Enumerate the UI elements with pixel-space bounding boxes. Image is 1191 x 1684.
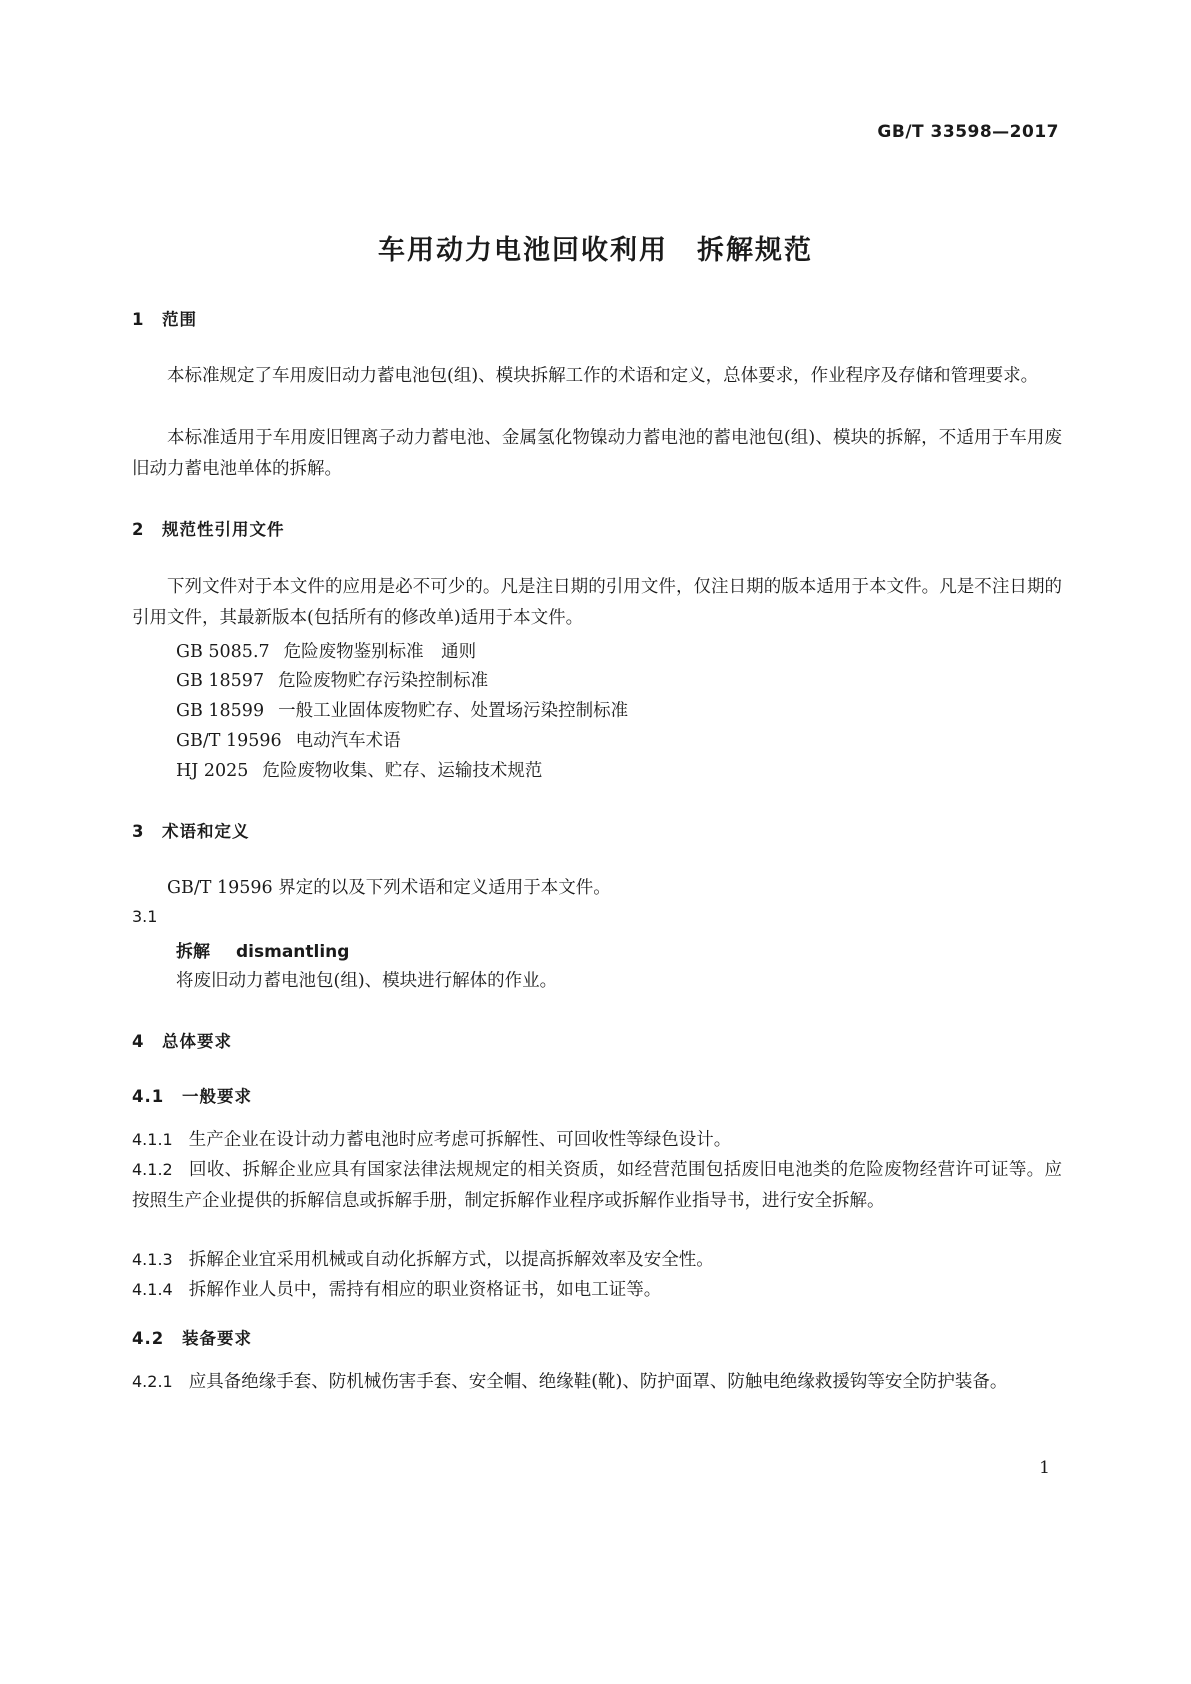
clause-text: 应具备绝缘手套、防机械伤害手套、安全帽、绝缘鞋(靴)、防护面罩、防触电绝缘救援钩等安全防护装备。: [188, 1372, 1008, 1392]
document-title: 车用动力电池回收利用 拆解规范: [378, 235, 813, 266]
section-title: 规范性引用文件: [162, 520, 285, 539]
clause-number: 4.1.3: [132, 1250, 173, 1269]
subsection-4-1-heading: [132, 1083, 252, 1107]
section-number: 2: [132, 520, 145, 539]
section-2-heading: [132, 516, 285, 540]
reference-item: [176, 697, 628, 722]
term-number: 3.1: [132, 907, 158, 926]
standard-code: GB/T 33598—2017: [877, 122, 1059, 142]
clause-text: 生产企业在设计动力蓄电池时应考虑可拆解性、可回收性等绿色设计。: [188, 1130, 732, 1150]
clause: [132, 1124, 1062, 1156]
section-number: 1: [132, 310, 145, 329]
section-1-paragraph-2: 本标准适用于车用废旧锂离子动力蓄电池、金属氢化物镍动力蓄电池的蓄电池包(组)、模块的拆解，不适用于车用废旧动力蓄电池单体的拆解。: [132, 428, 1062, 479]
reference-code: HJ 2025: [176, 761, 249, 781]
subsection-title: 装备要求: [182, 1329, 252, 1348]
clause-text: 拆解企业宜采用机械或自动化拆解方式，以提高拆解效率及安全性。: [188, 1250, 714, 1270]
subsection-number: 4.1: [132, 1087, 165, 1106]
clause-number: 4.2.1: [132, 1372, 173, 1391]
section-title: 总体要求: [162, 1032, 232, 1051]
clause-number: 4.1.2: [132, 1160, 173, 1179]
subsection-title: 一般要求: [182, 1087, 252, 1106]
term-en: dismantling: [236, 942, 350, 962]
reference-name: 一般工业固体废物贮存、处置场污染控制标准: [278, 701, 629, 721]
reference-code: GB 5085.7: [176, 642, 270, 662]
subsection-number: 4.2: [132, 1329, 165, 1348]
section-number: 4: [132, 1032, 145, 1051]
section-3-heading: [132, 818, 250, 842]
term-zh: 拆解: [176, 942, 210, 962]
section-number: 3: [132, 822, 145, 841]
clause-number: 4.1.1: [132, 1130, 173, 1149]
section-title: 术语和定义: [162, 822, 250, 841]
reference-name: 电动汽车术语: [295, 731, 401, 751]
section-1-paragraph-1: 本标准规定了车用废旧动力蓄电池包(组)、模块拆解工作的术语和定义，总体要求，作业程序及存储和管理要求。: [167, 366, 1039, 386]
reference-name: 危险废物鉴别标准 通则: [283, 642, 477, 662]
section-2-paragraph-1: 下列文件对于本文件的应用是必不可少的。凡是注日期的引用文件，仅注日期的版本适用于本文件。凡是不注日期的引用文件，其最新版本(包括所有的修改单)适用于本文件。: [132, 577, 1062, 628]
reference-name: 危险废物收集、贮存、运输技术规范: [262, 761, 543, 781]
clause-text: 回收、拆解企业应具有国家法律法规规定的相关资质，如经营范围包括废旧电池类的危险废物经营许可证等。应按照生产企业提供的拆解信息或拆解手册，制定拆解作业程序或拆解作业指导书，进行安全拆解。: [132, 1160, 1062, 1211]
clause-text: 拆解作业人员中，需持有相应的职业资格证书，如电工证等。: [188, 1280, 662, 1300]
reference-item: [176, 667, 488, 692]
clause: [132, 1154, 1062, 1217]
reference-code: GB/T 19596: [176, 731, 282, 751]
clause: [132, 1274, 1062, 1306]
section-title: 范围: [162, 310, 197, 329]
reference-item: [176, 757, 542, 782]
clause: [132, 1366, 1062, 1398]
reference-item: [176, 638, 476, 663]
page-number: 1: [1039, 1458, 1050, 1478]
reference-code: GB 18599: [176, 701, 265, 721]
term-definition: 将废旧动力蓄电池包(组)、模块进行解体的作业。: [176, 971, 558, 991]
section-1-heading: [132, 306, 197, 330]
reference-code: GB 18597: [176, 671, 265, 691]
reference-item: [176, 727, 401, 752]
section-4-heading: [132, 1028, 232, 1052]
clause: [132, 1244, 1062, 1276]
reference-name: 危险废物贮存污染控制标准: [278, 671, 489, 691]
clause-number: 4.1.4: [132, 1280, 173, 1299]
subsection-4-2-heading: [132, 1325, 252, 1349]
term-title: [176, 937, 349, 962]
section-3-paragraph-1: GB/T 19596 界定的以及下列术语和定义适用于本文件。: [167, 878, 611, 898]
